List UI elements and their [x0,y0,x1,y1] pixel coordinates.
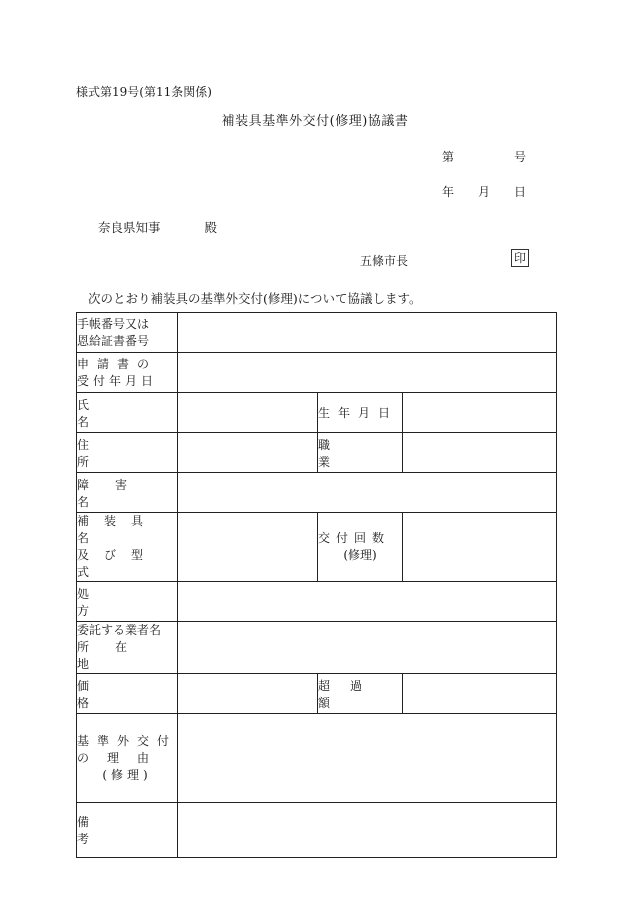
label-line: 委託する業者名 [77,623,162,637]
field-address[interactable] [178,433,318,473]
table-row [77,473,557,513]
table-row [77,433,557,473]
table-row [77,513,557,582]
date-day: 日 [513,185,526,199]
label-birthdate [318,393,403,433]
date-year: 年 [441,185,454,199]
field-notebook-number[interactable] [178,313,557,353]
label-line: の理由 [77,750,168,765]
seal-mark: 印 [511,249,529,267]
table-row [77,674,557,714]
label-text: 価格 [77,678,154,710]
label-line: (修理) [343,548,377,562]
label-excess-amount [318,674,403,714]
table-row [77,622,557,674]
number-prefix: 第 [441,150,454,164]
number-suffix: 号 [513,150,526,164]
field-prescription[interactable] [178,582,557,622]
table-row [77,582,557,622]
field-price[interactable] [178,674,318,714]
label-occupation [318,433,403,473]
label-remarks [77,803,178,858]
label-disability [77,473,178,513]
table-row [77,803,557,858]
form-number: 様式第19号(第11条関係) [76,85,212,99]
label-text: 処方 [77,586,154,618]
label-text: 備考 [77,815,154,846]
table-row [77,714,557,803]
date-month: 月 [477,185,490,199]
label-contractor [77,622,178,674]
label-text: 生年月日 [318,406,399,420]
field-device-type[interactable] [178,513,318,582]
label-address [77,433,178,473]
date-line [442,183,526,200]
label-text: 超過額 [318,678,383,710]
label-text: 障害名 [77,477,154,509]
label-line: 所在地 [77,640,154,671]
field-remarks[interactable] [178,803,557,858]
addressee: 奈良県知事 [98,220,161,235]
label-device-type [77,513,178,582]
label-name [77,393,178,433]
label-text: 住所 [77,437,154,469]
label-notebook-number [77,313,178,353]
field-excess-amount[interactable] [403,674,557,714]
table-row [77,393,557,433]
label-line: (修理) [102,767,152,782]
honorific: 殿 [204,220,218,235]
table-row [77,353,557,393]
document-number-line [442,148,526,165]
field-occupation[interactable] [403,433,557,473]
field-application-date[interactable] [178,353,557,393]
field-birthdate[interactable] [403,393,557,433]
label-line: 受付年月日 [77,373,158,388]
document-title: 補装具基準外交付(修理)協議書 [221,114,409,129]
field-name[interactable] [178,393,318,433]
label-reason [77,714,178,803]
application-form-table [76,312,557,858]
field-contractor[interactable] [178,622,557,674]
label-line: 補装具名 [77,514,159,545]
label-price [77,674,178,714]
label-line: 申請書の [77,356,158,371]
table-row [77,313,557,353]
label-application-date [77,353,178,393]
intro-text: 次のとおり補装具の基準外交付(修理)について協議します。 [88,291,422,306]
label-text: 職業 [318,437,381,469]
field-disability[interactable] [178,473,557,513]
label-prescription [77,582,178,622]
label-line: 恩給証書番号 [77,333,150,348]
label-line: 手帳番号又は [77,316,150,331]
label-line: 交付回数 [318,531,391,545]
field-issue-count[interactable] [403,513,557,582]
addressee-line [98,218,217,236]
field-reason[interactable] [178,714,557,803]
label-issue-count [318,513,403,582]
label-line: 基準外交付 [77,733,178,748]
sender: 五條市長 [360,254,409,268]
label-line: 及び型式 [77,548,159,579]
label-text: 氏名 [77,397,154,429]
